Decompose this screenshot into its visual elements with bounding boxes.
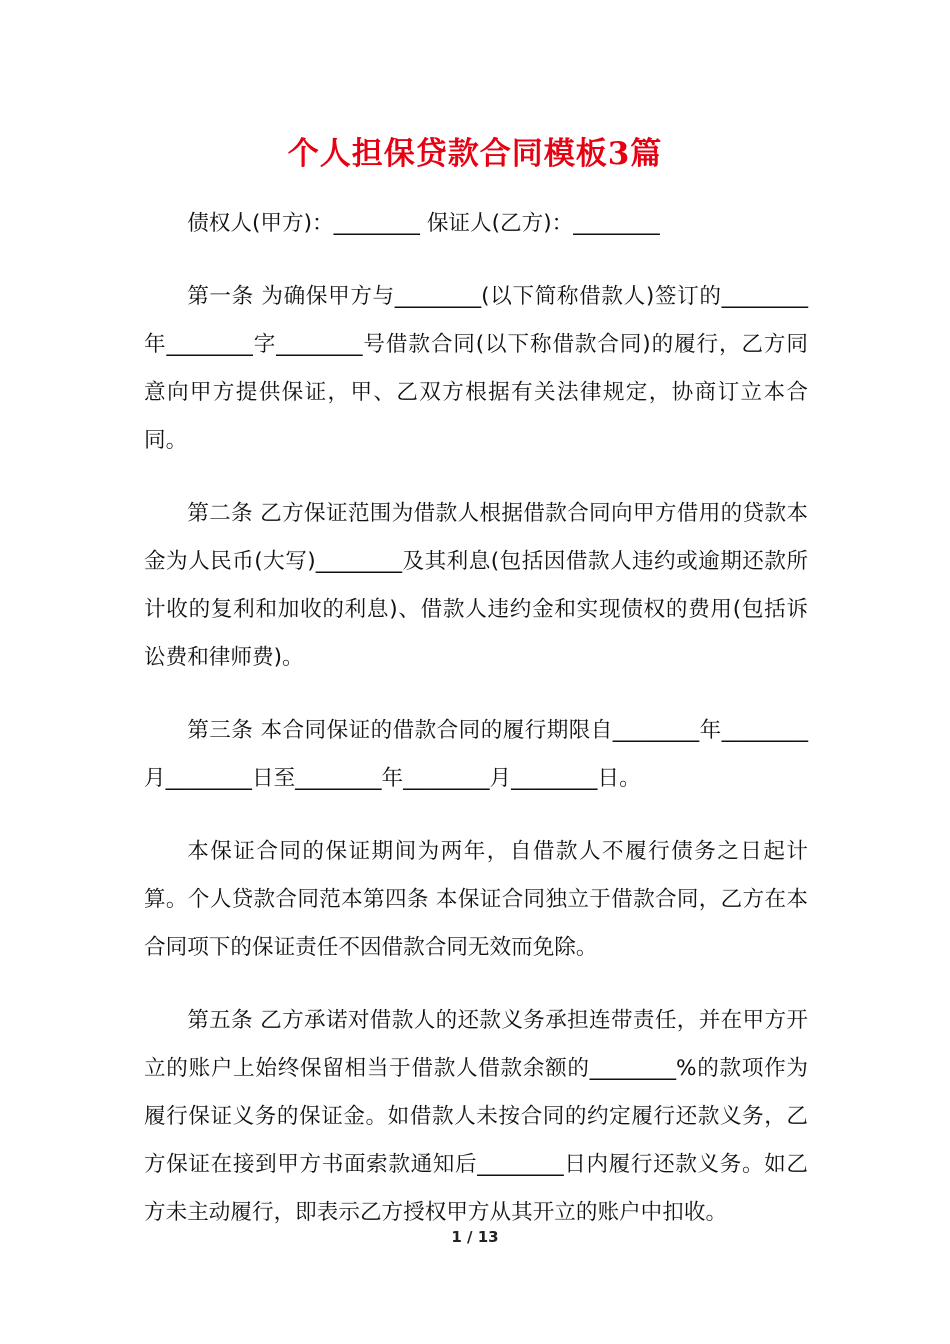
article-2: 第二条 乙方保证范围为借款人根据借款合同向甲方借用的贷款本金为人民币(大写)________及其利息(包括因借款人违约或逾期还款所计收的复利和加收的利息)、借款人违约金和实现债权的费用(包括诉讼费和律师费)。 xyxy=(144,501,808,670)
guarantee-period-paragraph: 本保证合同的保证期间为两年，自借款人不履行债务之日起计算。个人贷款合同范本第四条 本保证合同独立于借款合同，乙方在本合同项下的保证责任不因借款合同无效而免除。 xyxy=(144,839,808,960)
parties-line: 债权人(甲方)：________ 保证人(乙方)：________ xyxy=(187,211,660,236)
article-1: 第一条 为确保甲方与________(以下简称借款人)签订的________年________字________号借款合同(以下称借款合同)的履行，乙方同意向甲方提供保证，甲、乙双方根据有关法律规定，协商订立本合同。 xyxy=(144,284,808,453)
page-number: 1 / 13 xyxy=(451,1228,499,1246)
document-title: 个人担保贷款合同模板3篇 xyxy=(287,136,663,172)
document-body xyxy=(144,200,808,1262)
article-3: 第三条 本合同保证的借款合同的履行期限自________年________月________日至________年________月________日。 xyxy=(144,718,808,791)
article-5: 第五条 乙方承诺对借款人的还款义务承担连带责任，并在甲方开立的账户上始终保留相当于借款人借款余额的________%的款项作为履行保证义务的保证金。如借款人未按合同的约定履行还款义务，乙方保证在接到甲方书面索款通知后________日内履行还款义务。如乙方未主动履行，即表示乙方授权甲方从其开立的账户中扣收。 xyxy=(144,1008,808,1225)
